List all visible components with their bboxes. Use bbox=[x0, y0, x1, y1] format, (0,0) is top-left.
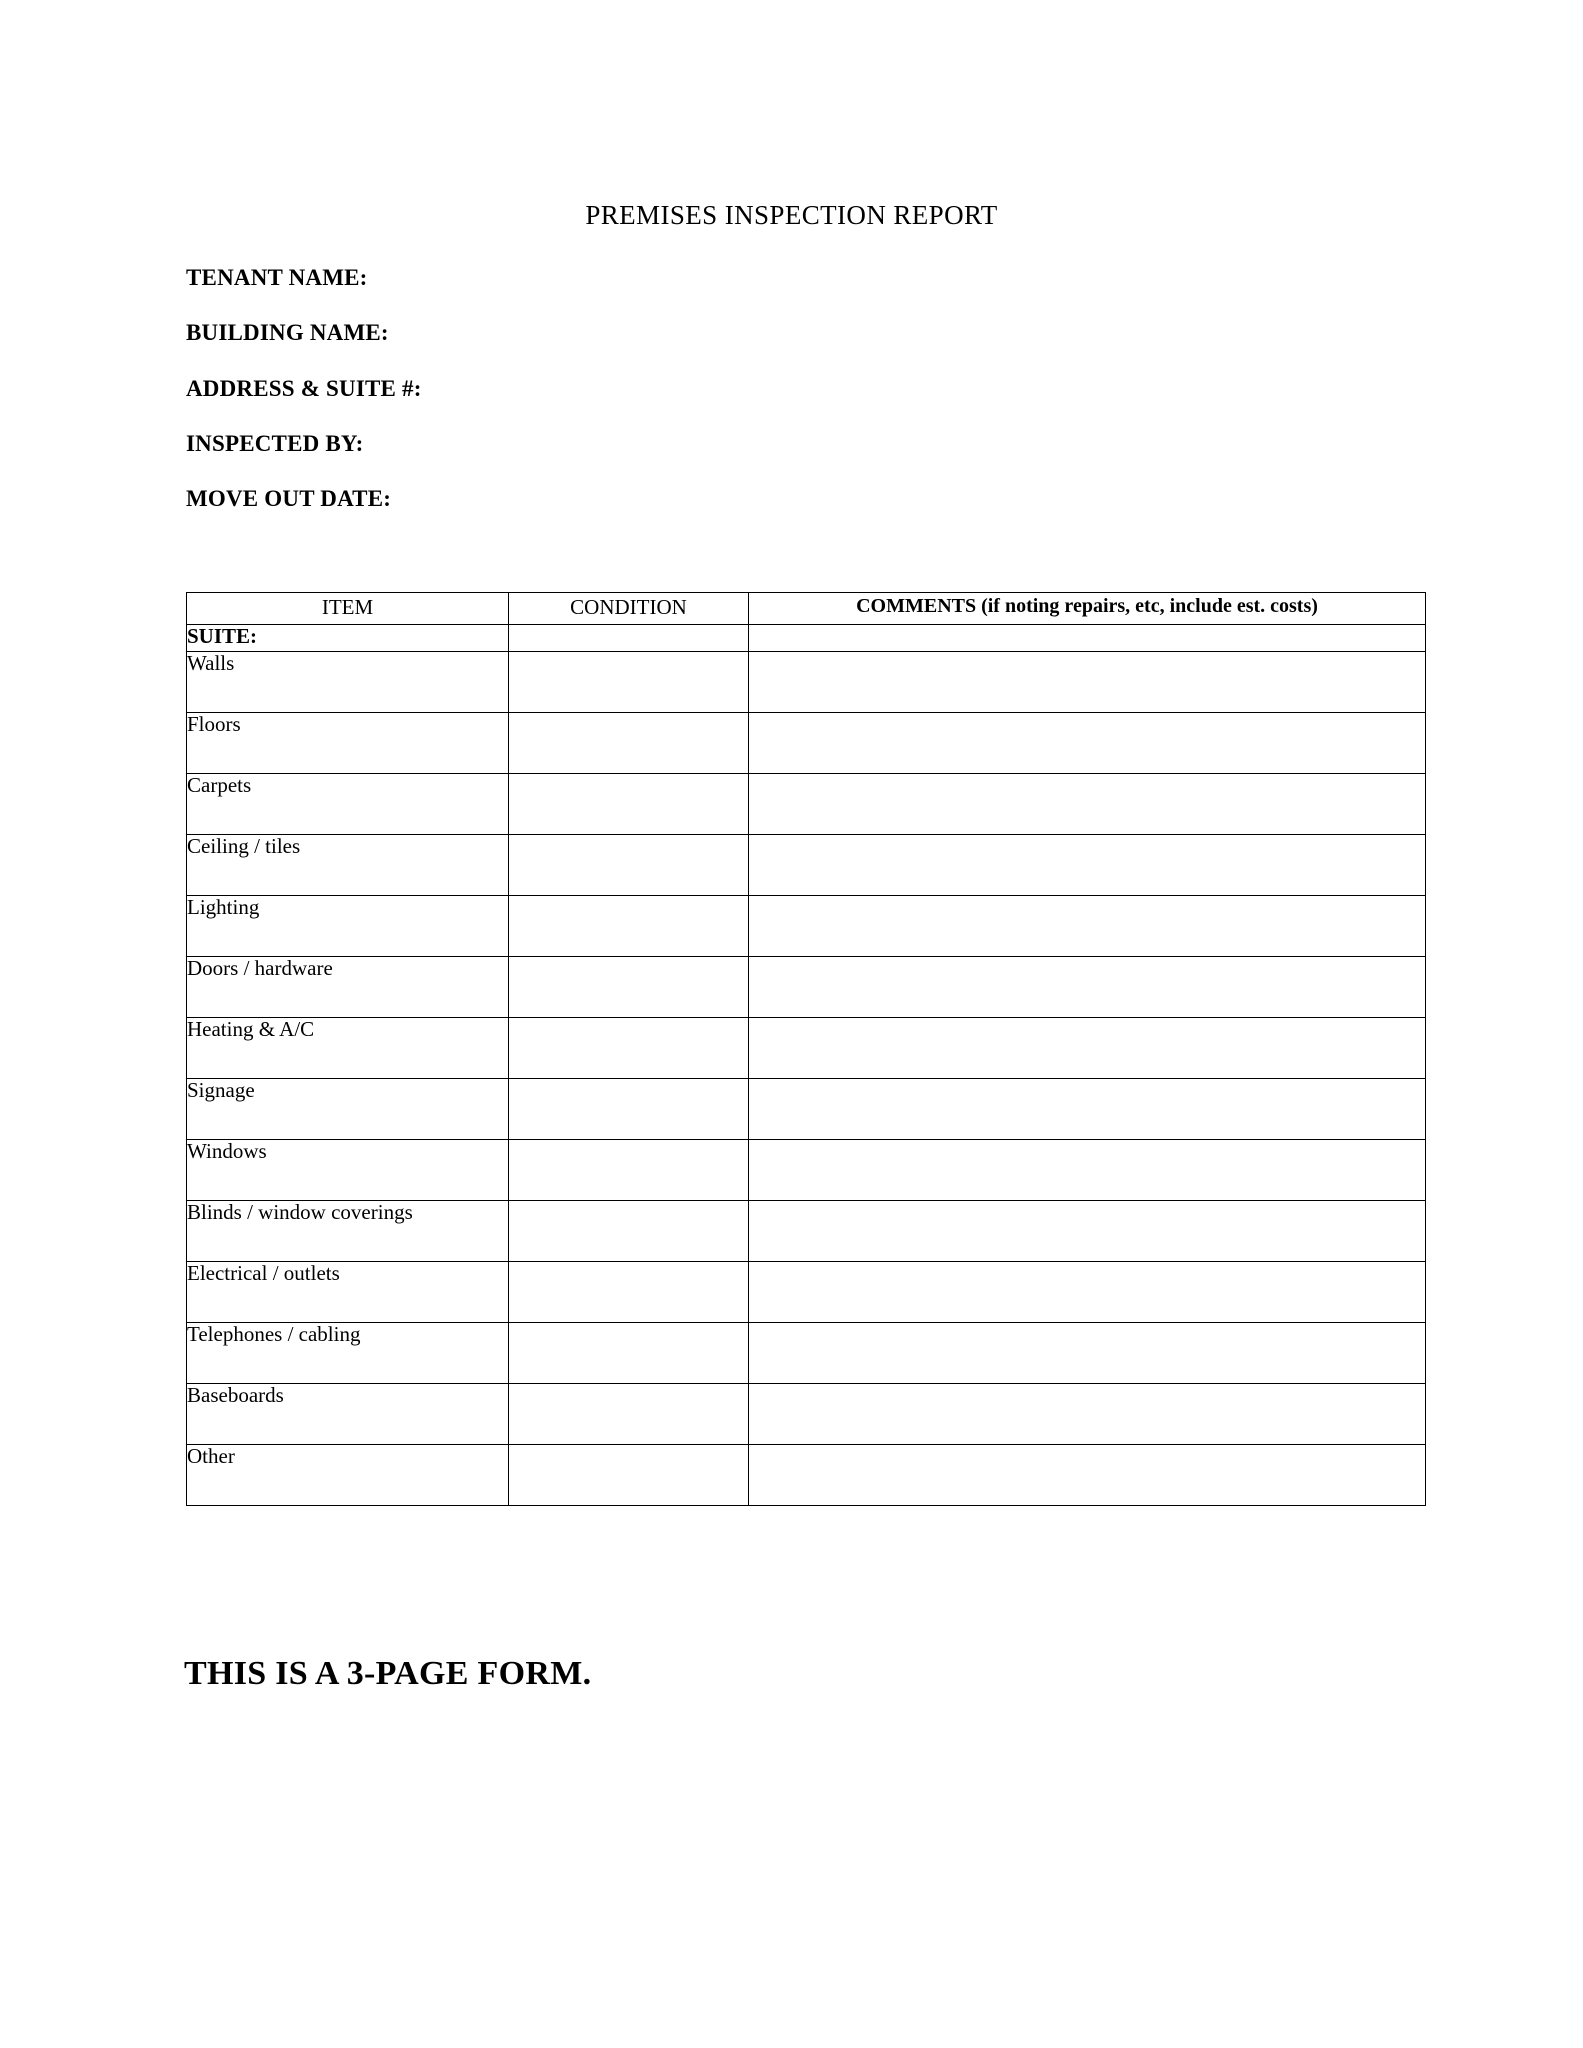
table-row bbox=[187, 896, 1426, 957]
field-inspected-by-label: INSPECTED BY: bbox=[186, 430, 364, 456]
row-condition-ceiling-tiles[interactable] bbox=[509, 835, 749, 896]
row-comments-telephones-cabling[interactable] bbox=[749, 1323, 1426, 1384]
table-row bbox=[187, 1262, 1426, 1323]
row-item-doors-hardware: Doors / hardware bbox=[187, 957, 509, 1018]
row-item-lighting: Lighting bbox=[187, 896, 509, 957]
row-comments-electrical-outlets[interactable] bbox=[749, 1262, 1426, 1323]
row-comments-signage[interactable] bbox=[749, 1079, 1426, 1140]
row-item-signage: Signage bbox=[187, 1079, 509, 1140]
row-comments-carpets[interactable] bbox=[749, 774, 1426, 835]
column-header-item: ITEM bbox=[187, 593, 509, 625]
row-comments-lighting[interactable] bbox=[749, 896, 1426, 957]
row-item-electrical-outlets: Electrical / outlets bbox=[187, 1262, 509, 1323]
row-item-windows: Windows bbox=[187, 1140, 509, 1201]
row-comments-other[interactable] bbox=[749, 1445, 1426, 1506]
row-comments-windows[interactable] bbox=[749, 1140, 1426, 1201]
row-item-baseboards: Baseboards bbox=[187, 1384, 509, 1445]
field-inspected-by bbox=[186, 431, 1086, 456]
table-section-row bbox=[187, 625, 1426, 652]
row-comments-walls[interactable] bbox=[749, 652, 1426, 713]
table-row bbox=[187, 835, 1426, 896]
field-address-suite bbox=[186, 376, 1086, 401]
field-move-out-date-label: MOVE OUT DATE: bbox=[186, 486, 392, 512]
field-tenant-name-label: TENANT NAME: bbox=[186, 265, 368, 290]
row-item-walls: Walls bbox=[187, 652, 509, 713]
table-row bbox=[187, 713, 1426, 774]
table-row bbox=[187, 1140, 1426, 1201]
row-item-heating-ac: Heating & A/C bbox=[187, 1018, 509, 1079]
row-comments-ceiling-tiles[interactable] bbox=[749, 835, 1426, 896]
row-item-ceiling-tiles: Ceiling / tiles bbox=[187, 835, 509, 896]
row-item-other: Other bbox=[187, 1445, 509, 1506]
row-condition-doors-hardware[interactable] bbox=[509, 957, 749, 1018]
table-row bbox=[187, 774, 1426, 835]
row-condition-carpets[interactable] bbox=[509, 774, 749, 835]
field-tenant-name bbox=[186, 265, 1086, 290]
row-condition-signage[interactable] bbox=[509, 1079, 749, 1140]
field-address-suite-label: ADDRESS & SUITE #: bbox=[186, 375, 422, 401]
row-item-carpets: Carpets bbox=[187, 774, 509, 835]
row-item-floors: Floors bbox=[187, 713, 509, 774]
row-condition-heating-ac[interactable] bbox=[509, 1018, 749, 1079]
table-row bbox=[187, 1384, 1426, 1445]
row-condition-walls[interactable] bbox=[509, 652, 749, 713]
row-condition-other[interactable] bbox=[509, 1445, 749, 1506]
row-item-blinds-window-coverings: Blinds / window coverings bbox=[187, 1201, 509, 1262]
section-condition-cell[interactable] bbox=[509, 625, 749, 652]
table-row bbox=[187, 1201, 1426, 1262]
row-condition-windows[interactable] bbox=[509, 1140, 749, 1201]
row-condition-baseboards[interactable] bbox=[509, 1384, 749, 1445]
row-comments-blinds-window-coverings[interactable] bbox=[749, 1201, 1426, 1262]
row-comments-baseboards[interactable] bbox=[749, 1384, 1426, 1445]
row-condition-lighting[interactable] bbox=[509, 896, 749, 957]
table-row bbox=[187, 652, 1426, 713]
field-building-name bbox=[186, 320, 1086, 345]
row-item-telephones-cabling: Telephones / cabling bbox=[187, 1323, 509, 1384]
row-condition-blinds-window-coverings[interactable] bbox=[509, 1201, 749, 1262]
table-row bbox=[187, 1323, 1426, 1384]
field-building-name-label: BUILDING NAME: bbox=[186, 320, 389, 346]
table-row bbox=[187, 1079, 1426, 1140]
table-row bbox=[187, 1445, 1426, 1506]
page-title: PREMISES INSPECTION REPORT bbox=[585, 200, 998, 230]
row-condition-telephones-cabling[interactable] bbox=[509, 1323, 749, 1384]
row-comments-floors[interactable] bbox=[749, 713, 1426, 774]
row-condition-electrical-outlets[interactable] bbox=[509, 1262, 749, 1323]
row-comments-heating-ac[interactable] bbox=[749, 1018, 1426, 1079]
table-header-row bbox=[187, 593, 1426, 625]
column-header-condition: CONDITION bbox=[509, 593, 749, 625]
inspection-table bbox=[186, 592, 1426, 1506]
footer-note: THIS IS A 3-PAGE FORM. bbox=[184, 1655, 592, 1692]
table-row bbox=[187, 1018, 1426, 1079]
field-move-out-date bbox=[186, 486, 1086, 511]
header-fields bbox=[186, 265, 1086, 541]
section-comments-cell[interactable] bbox=[749, 625, 1426, 652]
section-label-suite: SUITE: bbox=[187, 625, 509, 652]
row-comments-doors-hardware[interactable] bbox=[749, 957, 1426, 1018]
row-condition-floors[interactable] bbox=[509, 713, 749, 774]
table-row bbox=[187, 957, 1426, 1018]
column-header-comments: COMMENTS (if noting repairs, etc, include est. costs) bbox=[749, 593, 1426, 625]
